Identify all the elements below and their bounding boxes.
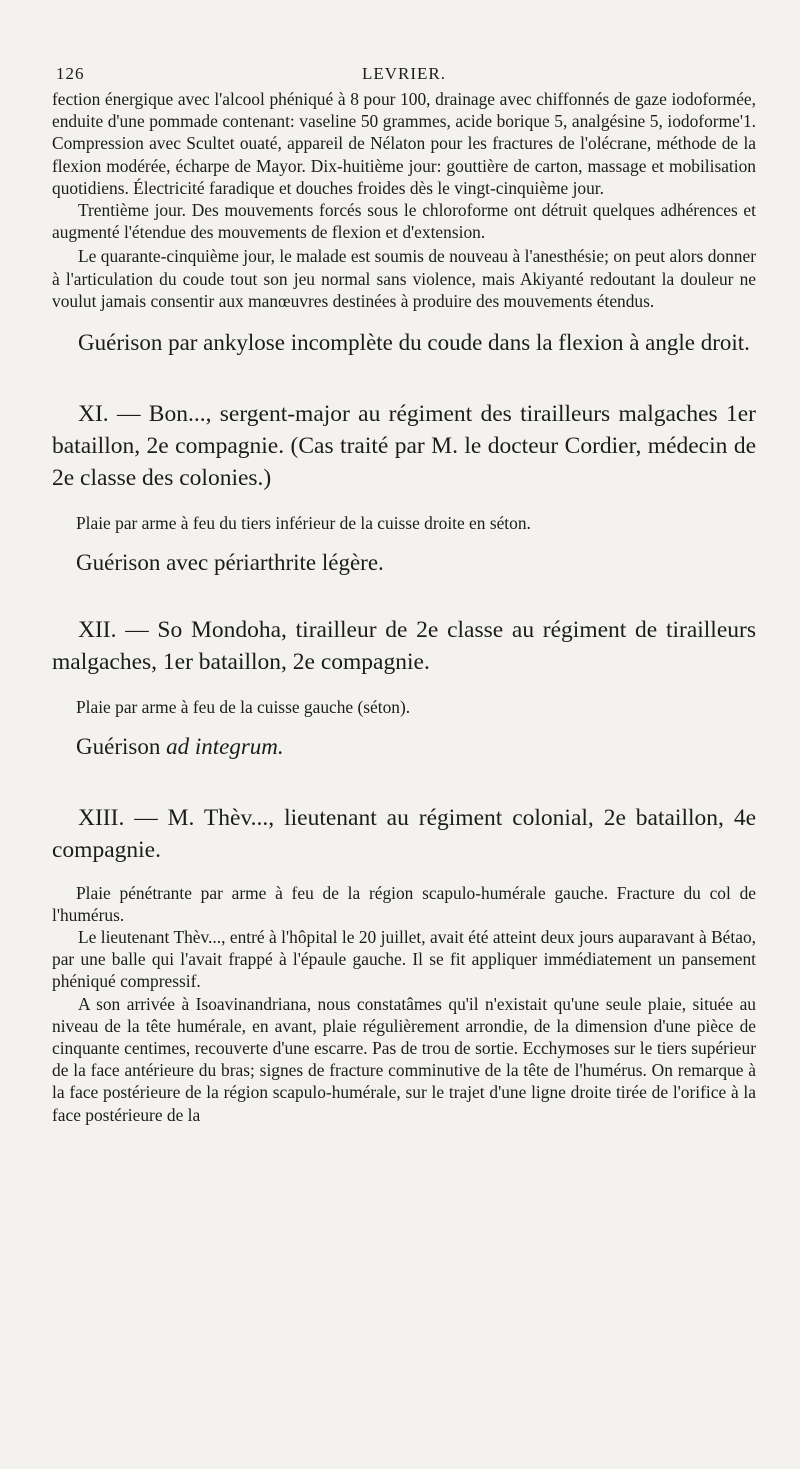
- wound-case-xi: Plaie par arme à feu du tiers inférieur de la cuisse droite en séton.: [76, 513, 531, 534]
- running-title: LEVRIER.: [361, 64, 447, 83]
- verdict-case-x: Guérison par ankylose incomplète du coude dans la flexion à angle droit.: [78, 330, 750, 356]
- running-header: [52, 62, 756, 88]
- page-number: 126: [56, 64, 85, 83]
- wound-case-xii: Plaie par arme à feu de la cuisse gauche (séton).: [76, 697, 411, 718]
- page: [52, 62, 756, 1126]
- paragraph-continuation: fection énergique avec l'alcool phéniqué à 8 pour 100, drainage avec chiffonnés de gaze iodoformée, enduite d'une pommade contenant: vaseline 50 grammes, acide borique 5, analgésine 5, iodoforme'1. Compression avec Scultet ouaté, appareil de Nélaton pour les fractures de l'olécrane, méthode de la flexion modérée, écharpe de Mayor. Dix-huitième jour: gouttière de carton, massage et mobilisation quotidiens. Électricité faradique et douches froides dès le vingt-cinquième jour.: [52, 89, 756, 198]
- verdict-case-xii: [52, 732, 756, 762]
- paragraph-quarante-cinquieme-jour: Le quarante-cinquième jour, le malade est soumis de nouveau à l'anesthésie; on peut alors donner à l'articulation du coude tout son jeu normal sans violence, mais Akiyanté redoutant la douleur ne voulut jamais consentir aux manœuvres destinées à produire des mouvements étendus.: [52, 246, 756, 311]
- wound-case-xiii: Plaie pénétrante par arme à feu de la région scapulo-humérale gauche. Fracture du col de l'humérus.: [52, 883, 756, 926]
- paragraph-trentieme-jour: Trentième jour. Des mouvements forcés sous le chloroforme ont détruit quelques adhérences et augmenté l'étendue des mouvements de flexion et d'extension.: [52, 200, 756, 243]
- paragraph-lieutenant: Le lieutenant Thèv..., entré à l'hôpital le 20 juillet, avait été atteint deux jours auparavant à Bétao, par une balle qui l'avait frappé à l'épaule gauche. Il se fit appliquer immédiatement un pansement phéniqué compressif.: [52, 927, 756, 992]
- verdict-case-xi: Guérison avec périarthrite légère.: [76, 550, 384, 576]
- paragraph-arrivee: A son arrivée à Isoavinandriana, nous constatâmes qu'il n'existait qu'une seule plaie, située au niveau de la tête humérale, en avant, plaie régulièrement arrondie, de la dimension d'une pièce de cinquante centimes, recouverte d'une escarre. Pas de trou de sortie. Ecchymoses sur le tiers supérieur de la face antérieure du bras; signes de fracture comminutive de la tête de l'humérus. On remarque à la face postérieure de la région scapulo-humérale, sur le trajet d'une ligne droite tirée de l'orifice à la face postérieure de la: [52, 993, 756, 1125]
- case-heading-xi: XI. — Bon..., sergent-major au régiment des tirailleurs malgaches 1er bataillon, 2e compagnie. (Cas traité par M. le docteur Cordier, médecin de 2e classe des colonies.): [52, 401, 756, 492]
- case-heading-xiii: XIII. — M. Thèv..., lieutenant au régiment colonial, 2e bataillon, 4e compagnie.: [52, 805, 756, 864]
- case-heading-xii: XII. — So Mondoha, tirailleur de 2e classe au régiment de tirailleurs malgaches, 1er bataillon, 2e compagnie.: [52, 617, 756, 676]
- verdict-case-xii-latin: ad integrum.: [166, 734, 284, 760]
- verdict-case-xii-text: Guérison: [76, 734, 167, 760]
